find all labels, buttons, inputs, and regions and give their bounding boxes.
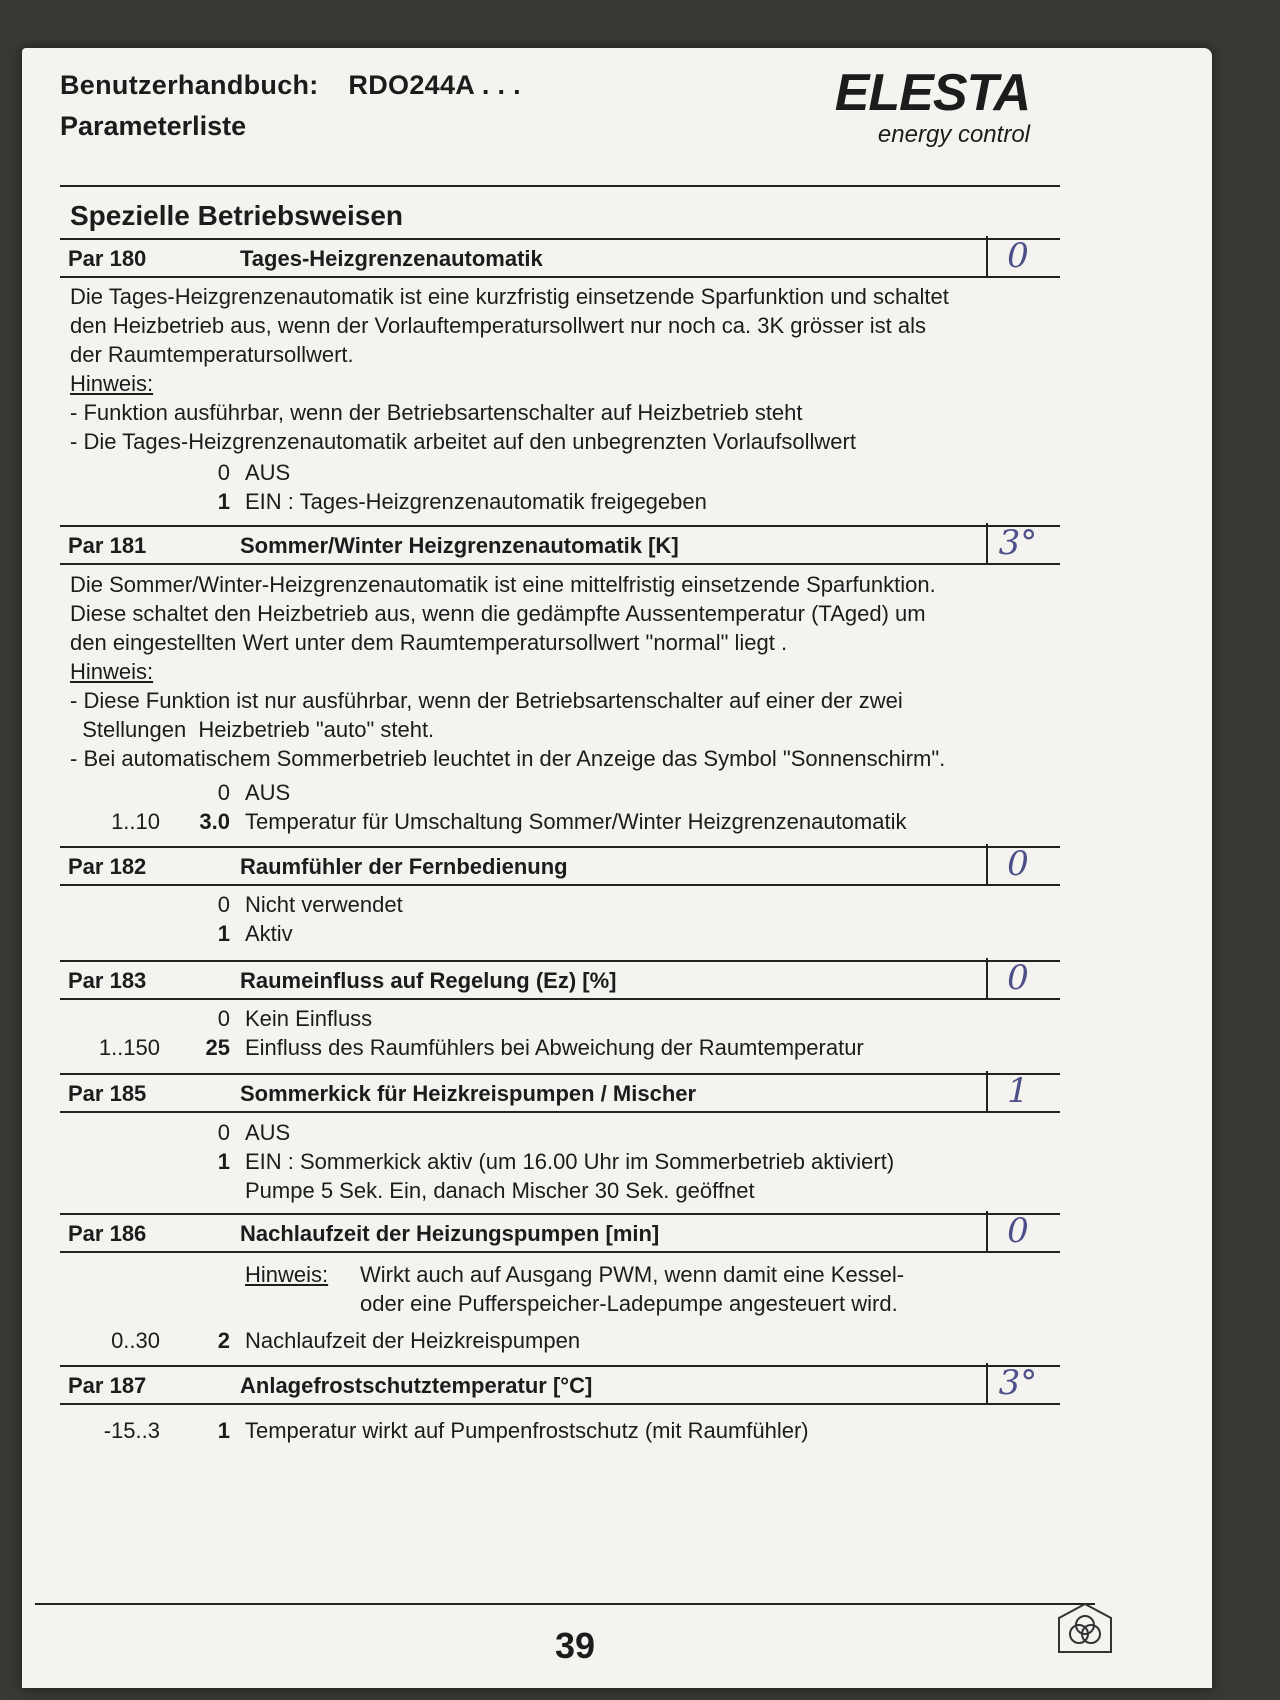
option-range: 0..30 bbox=[111, 1328, 160, 1353]
option-value: 1 bbox=[217, 921, 230, 946]
param-code: Par 180 bbox=[68, 246, 147, 271]
param-header-182 bbox=[60, 846, 1060, 886]
param-code: Par 181 bbox=[68, 533, 147, 558]
param-description bbox=[70, 570, 1070, 773]
header-title bbox=[60, 70, 521, 101]
option-value: 1 bbox=[217, 1149, 230, 1174]
param-title: Raumeinfluss auf Regelung (Ez) [%] bbox=[240, 968, 617, 993]
param-title: Nachlaufzeit der Heizungspumpen [min] bbox=[240, 1221, 660, 1246]
option-text: Temperatur für Umschaltung Sommer/Winter Heizgrenzenautomatik bbox=[245, 809, 907, 834]
option-range: -15..3 bbox=[103, 1418, 160, 1443]
document-header bbox=[60, 70, 521, 142]
option-value: 0 bbox=[217, 1006, 230, 1031]
elesta-logo bbox=[834, 64, 1030, 149]
logo-wordmark: ELESTA bbox=[834, 64, 1030, 122]
section-title: Spezielle Betriebsweisen bbox=[70, 200, 404, 231]
param-code: Par 186 bbox=[68, 1221, 147, 1246]
option-text: Einfluss des Raumfühlers bei Abweichung der Raumtemperatur bbox=[245, 1035, 864, 1060]
handwritten-value: 0 bbox=[986, 958, 1048, 998]
logo-tagline: energy control bbox=[877, 121, 1030, 148]
param-title: Sommerkick für Heizkreispumpen / Mischer bbox=[240, 1081, 697, 1106]
note-line: oder eine Pufferspeicher-Ladepumpe angesteuert wird. bbox=[360, 1291, 898, 1316]
option-text: AUS bbox=[245, 1120, 291, 1145]
option-value: 0 bbox=[217, 1120, 230, 1145]
header-model: RDO244A . . . bbox=[348, 70, 521, 100]
param-code: Par 187 bbox=[68, 1373, 147, 1398]
option-value: 0 bbox=[217, 780, 230, 805]
option-text: Kein Einfluss bbox=[245, 1006, 373, 1031]
option-range: 1..10 bbox=[111, 809, 160, 834]
param-title: Tages-Heizgrenzenautomatik bbox=[240, 246, 543, 271]
description-line: den Heizbetrieb aus, wenn der Vorlauftemperatursollwert nur noch ca. 3K grösser ist als bbox=[70, 313, 926, 338]
option-text: EIN : Tages-Heizgrenzenautomatik freigegeben bbox=[245, 489, 707, 514]
param-header-180 bbox=[60, 238, 1060, 278]
option-value: 0 bbox=[217, 892, 230, 917]
option-text: Pumpe 5 Sek. Ein, danach Mischer 30 Sek. geöffnet bbox=[245, 1178, 755, 1203]
param-code: Par 185 bbox=[68, 1081, 147, 1106]
footer-rule bbox=[35, 1603, 1095, 1605]
option-text: Aktiv bbox=[245, 921, 293, 946]
note-label: Hinweis: bbox=[70, 371, 154, 396]
option-text: Nicht verwendet bbox=[245, 892, 403, 917]
note-line: - Bei automatischem Sommerbetrieb leuchtet in der Anzeige das Symbol "Sonnenschirm". bbox=[70, 746, 946, 771]
param-title: Anlagefrostschutztemperatur [°C] bbox=[240, 1373, 593, 1398]
option-text: Nachlaufzeit der Heizkreispumpen bbox=[245, 1328, 581, 1353]
description-line: Diese schaltet den Heizbetrieb aus, wenn die gedämpfte Aussentemperatur (TAged) um bbox=[70, 601, 926, 626]
param-header-185 bbox=[60, 1073, 1060, 1113]
page-number: 39 bbox=[555, 1625, 596, 1666]
param-header-187 bbox=[60, 1365, 1060, 1405]
handwritten-value: 0 bbox=[986, 1211, 1048, 1251]
description-line: Die Tages-Heizgrenzenautomatik ist eine kurzfristig einsetzende Sparfunktion und schaltet bbox=[70, 284, 949, 309]
handwritten-value: 3° bbox=[986, 523, 1048, 563]
note-line: - Diese Funktion ist nur ausführbar, wenn der Betriebsartenschalter auf einer der zwei bbox=[70, 688, 903, 713]
option-value: 1 bbox=[217, 489, 230, 514]
option-value: 2 bbox=[217, 1328, 230, 1353]
handwritten-value: 0 bbox=[986, 844, 1048, 884]
option-text: AUS bbox=[245, 780, 291, 805]
param-code: Par 182 bbox=[68, 854, 147, 879]
option-range: 1..150 bbox=[98, 1035, 160, 1060]
param-header-186 bbox=[60, 1213, 1060, 1253]
option-value: 1 bbox=[217, 1418, 230, 1443]
param-code: Par 183 bbox=[68, 968, 147, 993]
header-rule bbox=[60, 185, 1060, 187]
param-header-181 bbox=[60, 525, 1060, 565]
param-title: Sommer/Winter Heizgrenzenautomatik [K] bbox=[240, 533, 679, 558]
note-label: Hinweis: bbox=[245, 1262, 329, 1287]
option-text: EIN : Sommerkick aktiv (um 16.00 Uhr im Sommerbetrieb aktiviert) bbox=[245, 1149, 895, 1174]
header-title-label: Benutzerhandbuch: bbox=[60, 70, 319, 100]
option-text: Temperatur wirkt auf Pumpenfrostschutz (mit Raumfühler) bbox=[245, 1418, 809, 1443]
option-text: AUS bbox=[245, 460, 291, 485]
header-subtitle: Parameterliste bbox=[60, 111, 247, 141]
note-line: - Die Tages-Heizgrenzenautomatik arbeitet auf den unbegrenzten Vorlaufsollwert bbox=[70, 429, 856, 454]
note-line: Stellungen Heizbetrieb "auto" steht. bbox=[70, 717, 435, 742]
option-value: 0 bbox=[217, 460, 230, 485]
company-emblem-icon bbox=[1055, 1600, 1115, 1660]
option-value: 3.0 bbox=[199, 809, 230, 834]
param-header-183 bbox=[60, 960, 1060, 1000]
handwritten-value: 0 bbox=[986, 236, 1048, 276]
handwritten-value: 3° bbox=[986, 1363, 1048, 1403]
note-line: Wirkt auch auf Ausgang PWM, wenn damit eine Kessel- bbox=[360, 1262, 905, 1287]
handwritten-value: 1 bbox=[986, 1071, 1048, 1111]
param-title: Raumfühler der Fernbedienung bbox=[240, 854, 568, 879]
description-line: der Raumtemperatursollwert. bbox=[70, 342, 354, 367]
param-description bbox=[70, 282, 1070, 456]
note-label: Hinweis: bbox=[70, 659, 154, 684]
description-line: Die Sommer/Winter-Heizgrenzenautomatik ist eine mittelfristig einsetzende Sparfunktion. bbox=[70, 572, 936, 597]
note-line: - Funktion ausführbar, wenn der Betriebsartenschalter auf Heizbetrieb steht bbox=[70, 400, 803, 425]
option-value: 25 bbox=[205, 1035, 230, 1060]
description-line: den eingestellten Wert unter dem Raumtemperatursollwert "normal" liegt . bbox=[70, 630, 788, 655]
